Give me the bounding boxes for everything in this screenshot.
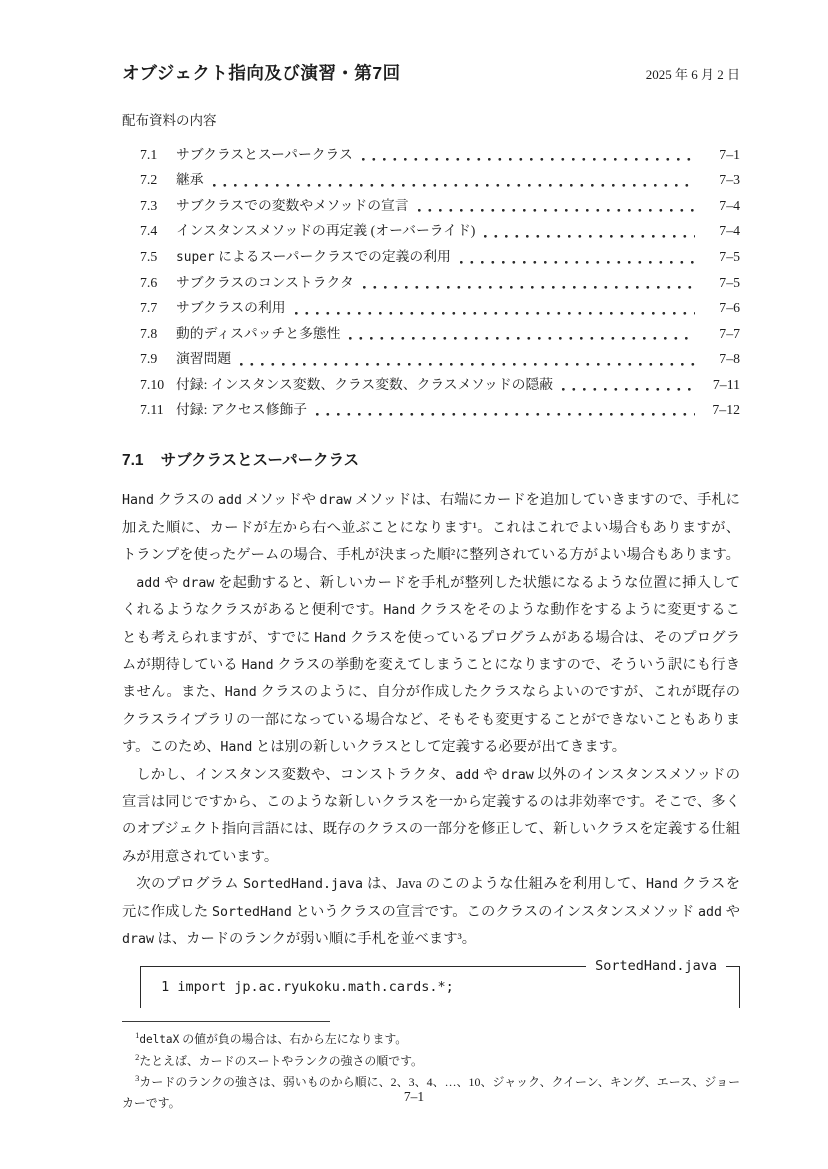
- toc-item-7.4[interactable]: [140, 218, 740, 243]
- code-run: draw: [501, 767, 534, 783]
- text-run: メソッドや: [241, 492, 320, 509]
- text-run: 次のプログラム: [136, 876, 244, 893]
- toc-item-7.5[interactable]: [140, 244, 740, 270]
- paragraph-4: [122, 871, 740, 953]
- page-content: [122, 60, 740, 1114]
- code-line-text: import jp.ac.ryukoku.math.cards.*;: [177, 979, 454, 996]
- text-run: とは別の新しいクラスとして定義する必要が出てきます。: [252, 739, 627, 756]
- paragraph-3: [122, 762, 740, 872]
- toc-leader-dots: [362, 142, 695, 167]
- table-of-contents: [140, 142, 740, 422]
- text-run: によるスーパークラスでの定義の利用: [214, 248, 451, 264]
- text-run: や: [722, 903, 740, 920]
- code-run: draw: [319, 493, 352, 509]
- code-run: add: [698, 904, 723, 920]
- code-line: [153, 977, 739, 997]
- code-run: Hand: [241, 657, 274, 673]
- toc-item-label: [176, 295, 286, 320]
- text-run: サブクラスの利用: [176, 300, 286, 316]
- code-run: Hand: [122, 493, 154, 509]
- toc-item-label: [176, 244, 451, 270]
- paragraph-2: [122, 570, 740, 762]
- toc-item-number: 7.10: [140, 376, 165, 392]
- toc-leader-dots: [240, 346, 695, 371]
- toc-item-label: [176, 142, 353, 167]
- code-listing: [140, 958, 740, 1008]
- text-run: 付録: アクセス修飾子: [176, 402, 308, 418]
- toc-item-page: 7–3: [719, 172, 740, 188]
- toc-item-number: 7.7: [140, 300, 158, 316]
- toc-item-label: [176, 321, 340, 346]
- toc-leader-dots: [349, 321, 695, 346]
- code-run: add: [217, 493, 242, 509]
- text-run: クラスを元に作成した: [122, 876, 740, 920]
- text-run: 以外のインスタンスメソッドの宣言は同じですから、このような新しいクラスを一から定義するのは非効率です。そこで、多くのオブジェクト指向言語には、既存のクラスの一部分を修正して、新しいクラスを定義する仕組みが用意されています。: [122, 766, 741, 865]
- toc-item-7.6[interactable]: [140, 270, 740, 295]
- toc-item-number: 7.4: [140, 223, 158, 239]
- toc-item-page: 7–4: [719, 197, 740, 213]
- toc-item-label: [176, 218, 475, 243]
- text-run: 演習問題: [176, 351, 232, 367]
- toc-item-label: [176, 167, 204, 192]
- code-run: deltaX: [139, 1033, 180, 1047]
- text-run: クラスをそのような動作をするように変更することも考えられますが、すでに: [122, 602, 740, 646]
- document-title: オブジェクト指向及び演習・第7回: [122, 63, 401, 83]
- text-run: 継承: [176, 172, 204, 188]
- text-run: や: [479, 766, 502, 783]
- toc-item-number: 7.9: [140, 351, 158, 367]
- code-run: super: [176, 249, 215, 265]
- toc-item-7.3[interactable]: [140, 193, 740, 218]
- toc-leader-dots: [316, 397, 695, 422]
- code-run: SortedHand.java: [243, 877, 364, 893]
- text-run: は、Java のこのような仕組みを利用して、: [363, 876, 647, 893]
- toc-item-number: 7.8: [140, 325, 158, 341]
- code-run: add: [136, 575, 161, 591]
- footnote-rule: [122, 1021, 330, 1022]
- text-run: や: [160, 574, 183, 591]
- text-run: サブクラスのコンストラクタ: [176, 275, 354, 291]
- text-run: カードのランクの強さは、弱いものから順に、2、3、4、…、10、ジャック、クイーン、キング、エース、ジョーカーです。: [122, 1074, 740, 1110]
- section-number: 7.1: [122, 452, 144, 470]
- toc-item-page: 7–4: [719, 223, 740, 239]
- toc-heading: 配布資料の内容: [122, 113, 217, 128]
- text-run: しかし、インスタンス変数や、コンストラクタ、: [136, 766, 456, 783]
- toc-item-number: 7.1: [140, 147, 158, 162]
- toc-item-number: 7.11: [140, 402, 164, 418]
- toc-item-7.2[interactable]: [140, 167, 740, 192]
- toc-item-label: [176, 270, 354, 295]
- section-heading: [122, 448, 740, 470]
- toc-item-7.10[interactable]: [140, 372, 740, 397]
- footnote-1: [122, 1029, 740, 1051]
- text-run: クラスのように、自分が作成したクラスならよいのですが、これが既存のクラスライブラリの一部になっている場合など、そもそも変更することができないこともあります。このため、: [122, 684, 741, 756]
- text-run: インスタンスメソッドの再定義 (オーバーライド): [176, 223, 476, 239]
- toc-item-page: 7–5: [719, 275, 740, 291]
- document-date: 2025 年 6 月 2 日: [645, 67, 740, 82]
- footnote-marker: 3: [135, 1073, 140, 1083]
- code-run: Hand: [224, 685, 257, 701]
- code-run: Hand: [383, 603, 416, 619]
- toc-leader-dots: [363, 270, 695, 295]
- footnote-marker: 1: [135, 1030, 140, 1041]
- text-run: は、カードのランクが弱い順に手札を並べます³。: [153, 930, 477, 947]
- code-run: Hand: [220, 740, 253, 756]
- toc-item-number: 7.2: [140, 172, 158, 188]
- toc-item-label: [176, 346, 231, 371]
- toc-leader-dots: [460, 244, 695, 270]
- code-run: add: [455, 767, 480, 783]
- toc-item-page: 7–8: [719, 351, 740, 367]
- toc-item-page: 7–6: [719, 300, 740, 316]
- text-run: を起動すると、新しいカードを手札が整列した状態になるような位置に挿入してくれるようなクラスがあると便利です。: [122, 574, 740, 619]
- text-run: 動的ディスパッチと多態性: [176, 325, 341, 341]
- code-line-number: 1: [161, 979, 170, 996]
- text-run: 付録: インスタンス変数、クラス変数、クラスメソッドの隠蔽: [176, 376, 554, 392]
- text-run: クラスの: [153, 492, 218, 509]
- toc-item-number: 7.6: [140, 275, 158, 291]
- toc-item-number: 7.5: [140, 248, 158, 264]
- toc-item-page: 7–5: [719, 248, 740, 264]
- paragraph-1: [122, 487, 740, 569]
- toc-item-page: 7–12: [712, 402, 740, 418]
- text-run: というクラスの宣言です。このクラスのインスタンスメソッド: [291, 903, 699, 920]
- section-title: サブクラスとスーパークラス: [160, 452, 360, 470]
- toc-item-page: 7–1: [719, 147, 740, 162]
- toc-item-label: [176, 397, 307, 422]
- code-run: draw: [122, 931, 154, 947]
- toc-item-label: [176, 372, 553, 397]
- toc-item-page: 7–7: [719, 325, 740, 341]
- text-run: クラスを使っているプログラムがある場合は、そのプログラムが期待している: [122, 629, 740, 673]
- code-run: Hand: [646, 877, 679, 893]
- code-listing-title: SortedHand.java: [586, 956, 726, 976]
- toc-item-7.1[interactable]: [140, 142, 740, 167]
- text-run: サブクラスとスーパークラス: [176, 147, 353, 162]
- text-run: クラスの挙動を変えてしまうことになりますので、そういう訳にも行きません。また、: [122, 656, 740, 701]
- toc-leader-dots: [213, 167, 695, 192]
- code-run: Hand: [314, 630, 347, 646]
- text-run: の値が負の場合は、右から左になります。: [179, 1032, 408, 1047]
- toc-item-7.11[interactable]: [140, 397, 740, 422]
- toc-item-7.7[interactable]: [140, 295, 740, 320]
- code-run: SortedHand: [211, 904, 292, 920]
- document-header: [122, 60, 740, 85]
- footnote-2: [122, 1051, 740, 1072]
- text-run: サブクラスでの変数やメソッドの宣言: [176, 197, 409, 213]
- toc-item-7.8[interactable]: [140, 321, 740, 346]
- text-run: たとえば、カードのスートやランクの強さの順です。: [139, 1054, 423, 1069]
- toc-leader-dots: [484, 218, 695, 243]
- code-run: draw: [182, 575, 215, 591]
- toc-item-7.9[interactable]: [140, 346, 740, 371]
- toc-item-number: 7.3: [140, 197, 158, 213]
- toc-item-page: 7–11: [712, 376, 740, 392]
- toc-item-label: [176, 193, 409, 218]
- body-text: [122, 487, 740, 953]
- text-run: メソッドは、右端にカードを追加していきますので、手札に加えた順に、カードが左から右へ並ぶことになります¹。これはこれでよい場合もありますが、トランプを使ったゲームの場合、手札が決まった順²に整列されている方がよい場合もあります。: [122, 492, 740, 564]
- toc-leader-dots: [295, 295, 695, 320]
- toc-leader-dots: [562, 372, 695, 397]
- toc-leader-dots: [418, 193, 695, 218]
- page-number: 7–1: [403, 1089, 425, 1104]
- footnote-marker: 2: [135, 1052, 140, 1063]
